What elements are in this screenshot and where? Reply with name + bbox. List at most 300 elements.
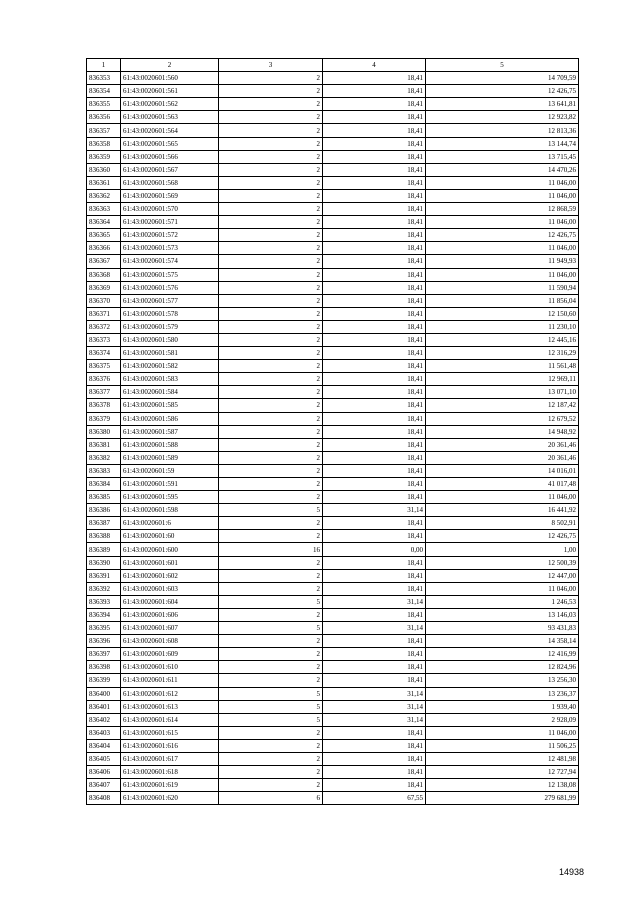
table-cell-col-3: 2 — [219, 478, 323, 491]
table-cell-col-1: 836382 — [87, 451, 121, 464]
table-cell-col-1: 836408 — [87, 792, 121, 805]
table-cell-col-3: 2 — [219, 635, 323, 648]
table-cell-col-2: 61:43:0020601:613 — [121, 700, 219, 713]
table-cell-col-4: 18,41 — [323, 635, 426, 648]
table-cell-col-3: 2 — [219, 203, 323, 216]
table-cell-col-4: 18,41 — [323, 255, 426, 268]
table-cell-col-4: 67,55 — [323, 792, 426, 805]
table-cell-col-1: 836403 — [87, 726, 121, 739]
table-cell-col-1: 836364 — [87, 216, 121, 229]
table-cell-col-5: 13 256,30 — [426, 674, 579, 687]
table-cell-col-3: 2 — [219, 163, 323, 176]
table-cell-col-1: 836396 — [87, 635, 121, 648]
table-cell-col-5: 11 046,00 — [426, 176, 579, 189]
table-row — [87, 360, 579, 373]
table-cell-col-4: 31,14 — [323, 700, 426, 713]
table-row — [87, 687, 579, 700]
table-cell-col-5: 11 046,00 — [426, 491, 579, 504]
table-cell-col-1: 836356 — [87, 111, 121, 124]
table-cell-col-4: 18,41 — [323, 229, 426, 242]
table-cell-col-3: 2 — [219, 347, 323, 360]
table-cell-col-2: 61:43:0020601:576 — [121, 281, 219, 294]
table-cell-col-2: 61:43:0020601:577 — [121, 294, 219, 307]
table-cell-col-4: 18,41 — [323, 517, 426, 530]
table-row — [87, 307, 579, 320]
table-row — [87, 464, 579, 477]
table-cell-col-1: 836372 — [87, 320, 121, 333]
table-cell-col-1: 836366 — [87, 242, 121, 255]
table-cell-col-5: 13 236,37 — [426, 687, 579, 700]
table-cell-col-1: 836369 — [87, 281, 121, 294]
table-cell-col-3: 2 — [219, 268, 323, 281]
column-header-3: 3 — [219, 59, 323, 72]
table-cell-col-4: 18,41 — [323, 451, 426, 464]
table-cell-col-2: 61:43:0020601:589 — [121, 451, 219, 464]
table-cell-col-5: 12 813,36 — [426, 124, 579, 137]
table-cell-col-5: 11 046,00 — [426, 242, 579, 255]
table-cell-col-5: 1 246,53 — [426, 595, 579, 608]
table-cell-col-1: 836388 — [87, 530, 121, 543]
table-cell-col-2: 61:43:0020601:607 — [121, 622, 219, 635]
table-cell-col-4: 18,41 — [323, 412, 426, 425]
table-cell-col-5: 14 470,26 — [426, 163, 579, 176]
table-cell-col-2: 61:43:0020601:581 — [121, 347, 219, 360]
table-cell-col-1: 836358 — [87, 137, 121, 150]
table-cell-col-4: 18,41 — [323, 569, 426, 582]
table-cell-col-4: 18,41 — [323, 648, 426, 661]
table-cell-col-4: 18,41 — [323, 320, 426, 333]
table-cell-col-2: 61:43:0020601:6 — [121, 517, 219, 530]
table-cell-col-5: 11 046,00 — [426, 268, 579, 281]
table-cell-col-3: 5 — [219, 687, 323, 700]
table-cell-col-5: 12 500,39 — [426, 556, 579, 569]
table-row — [87, 216, 579, 229]
table-cell-col-4: 18,41 — [323, 752, 426, 765]
table-cell-col-5: 11 949,93 — [426, 255, 579, 268]
table-row — [87, 203, 579, 216]
table-cell-col-2: 61:43:0020601:578 — [121, 307, 219, 320]
table-cell-col-4: 18,41 — [323, 360, 426, 373]
table-cell-col-3: 2 — [219, 189, 323, 202]
table-cell-col-3: 2 — [219, 98, 323, 111]
table-cell-col-1: 836357 — [87, 124, 121, 137]
table-row — [87, 281, 579, 294]
table-cell-col-2: 61:43:0020601:595 — [121, 491, 219, 504]
table-cell-col-5: 2 928,09 — [426, 713, 579, 726]
table-cell-col-4: 31,14 — [323, 595, 426, 608]
table-cell-col-5: 11 590,94 — [426, 281, 579, 294]
table-cell-col-1: 836368 — [87, 268, 121, 281]
table-cell-col-2: 61:43:0020601:598 — [121, 504, 219, 517]
table-cell-col-5: 12 138,08 — [426, 779, 579, 792]
table-row — [87, 242, 579, 255]
table-cell-col-3: 2 — [219, 425, 323, 438]
table-cell-col-4: 18,41 — [323, 281, 426, 294]
table-cell-col-2: 61:43:0020601:588 — [121, 438, 219, 451]
table-row — [87, 661, 579, 674]
table-cell-col-2: 61:43:0020601:584 — [121, 386, 219, 399]
table-row — [87, 268, 579, 281]
table-cell-col-3: 2 — [219, 556, 323, 569]
table-cell-col-3: 2 — [219, 438, 323, 451]
table-cell-col-3: 2 — [219, 661, 323, 674]
table-cell-col-3: 2 — [219, 281, 323, 294]
table-cell-col-5: 11 046,00 — [426, 726, 579, 739]
table-cell-col-1: 836378 — [87, 399, 121, 412]
table-cell-col-2: 61:43:0020601:585 — [121, 399, 219, 412]
table-cell-col-5: 41 017,48 — [426, 478, 579, 491]
table-cell-col-3: 5 — [219, 622, 323, 635]
table-cell-col-1: 836392 — [87, 582, 121, 595]
table-cell-col-3: 2 — [219, 242, 323, 255]
table-row — [87, 229, 579, 242]
table-cell-col-3: 2 — [219, 739, 323, 752]
table-cell-col-5: 14 016,01 — [426, 464, 579, 477]
table-cell-col-5: 11 046,00 — [426, 216, 579, 229]
table-row — [87, 176, 579, 189]
table-cell-col-4: 18,41 — [323, 766, 426, 779]
table-cell-col-2: 61:43:0020601:567 — [121, 163, 219, 176]
table-cell-col-1: 836393 — [87, 595, 121, 608]
table-cell-col-5: 279 681,99 — [426, 792, 579, 805]
table-cell-col-2: 61:43:0020601:586 — [121, 412, 219, 425]
table-cell-col-2: 61:43:0020601:612 — [121, 687, 219, 700]
table-row — [87, 333, 579, 346]
table-row — [87, 635, 579, 648]
table-cell-col-5: 13 146,03 — [426, 608, 579, 621]
column-header-5: 5 — [426, 59, 579, 72]
table-cell-col-4: 18,41 — [323, 85, 426, 98]
table-cell-col-2: 61:43:0020601:614 — [121, 713, 219, 726]
table-row — [87, 124, 579, 137]
table-cell-col-3: 2 — [219, 582, 323, 595]
table-row — [87, 347, 579, 360]
table-cell-col-5: 16 441,92 — [426, 504, 579, 517]
table-cell-col-4: 18,41 — [323, 739, 426, 752]
table-cell-col-2: 61:43:0020601:563 — [121, 111, 219, 124]
table-cell-col-3: 5 — [219, 504, 323, 517]
table-cell-col-5: 12 679,52 — [426, 412, 579, 425]
table-cell-col-1: 836390 — [87, 556, 121, 569]
table-header-row — [87, 59, 579, 72]
column-header-1: 1 — [87, 59, 121, 72]
table-cell-col-1: 836395 — [87, 622, 121, 635]
table-cell-col-4: 18,41 — [323, 189, 426, 202]
table-cell-col-4: 31,14 — [323, 713, 426, 726]
table-cell-col-4: 18,41 — [323, 216, 426, 229]
table-cell-col-1: 836370 — [87, 294, 121, 307]
table-cell-col-1: 836399 — [87, 674, 121, 687]
table-cell-col-4: 18,41 — [323, 661, 426, 674]
table-row — [87, 792, 579, 805]
table-row — [87, 320, 579, 333]
table-cell-col-4: 31,14 — [323, 504, 426, 517]
table-cell-col-1: 836406 — [87, 766, 121, 779]
table-row — [87, 412, 579, 425]
table-cell-col-2: 61:43:0020601:566 — [121, 150, 219, 163]
table-cell-col-4: 18,41 — [323, 150, 426, 163]
table-cell-col-2: 61:43:0020601:570 — [121, 203, 219, 216]
table-cell-col-4: 18,41 — [323, 582, 426, 595]
table-cell-col-5: 13 144,74 — [426, 137, 579, 150]
table-cell-col-3: 2 — [219, 333, 323, 346]
table-cell-col-1: 836375 — [87, 360, 121, 373]
table-cell-col-4: 18,41 — [323, 72, 426, 85]
table-cell-col-5: 13 071,10 — [426, 386, 579, 399]
table-cell-col-3: 2 — [219, 294, 323, 307]
table-cell-col-4: 18,41 — [323, 203, 426, 216]
table-cell-col-1: 836401 — [87, 700, 121, 713]
table-cell-col-1: 836362 — [87, 189, 121, 202]
table-cell-col-4: 18,41 — [323, 307, 426, 320]
table-row — [87, 766, 579, 779]
table-cell-col-2: 61:43:0020601:591 — [121, 478, 219, 491]
table-cell-col-4: 18,41 — [323, 464, 426, 477]
table-cell-col-3: 2 — [219, 124, 323, 137]
table-cell-col-5: 12 187,42 — [426, 399, 579, 412]
column-header-4: 4 — [323, 59, 426, 72]
table-cell-col-5: 12 445,16 — [426, 333, 579, 346]
table-row — [87, 556, 579, 569]
table-cell-col-5: 11 046,00 — [426, 189, 579, 202]
table-cell-col-4: 31,14 — [323, 687, 426, 700]
table-row — [87, 504, 579, 517]
table-cell-col-4: 18,41 — [323, 333, 426, 346]
table-cell-col-4: 18,41 — [323, 137, 426, 150]
table-row — [87, 425, 579, 438]
table-cell-col-2: 61:43:0020601:60 — [121, 530, 219, 543]
table-body — [87, 72, 579, 805]
table-cell-col-4: 18,41 — [323, 530, 426, 543]
table-cell-col-2: 61:43:0020601:562 — [121, 98, 219, 111]
table-row — [87, 85, 579, 98]
table-cell-col-2: 61:43:0020601:571 — [121, 216, 219, 229]
table-cell-col-4: 18,41 — [323, 386, 426, 399]
table-cell-col-5: 11 230,10 — [426, 320, 579, 333]
table-row — [87, 438, 579, 451]
table-cell-col-1: 836404 — [87, 739, 121, 752]
table-cell-col-2: 61:43:0020601:565 — [121, 137, 219, 150]
table-cell-col-2: 61:43:0020601:610 — [121, 661, 219, 674]
table-cell-col-4: 18,41 — [323, 98, 426, 111]
table-row — [87, 98, 579, 111]
table-cell-col-3: 5 — [219, 595, 323, 608]
table-cell-col-2: 61:43:0020601:604 — [121, 595, 219, 608]
table-cell-col-1: 836385 — [87, 491, 121, 504]
table-row — [87, 569, 579, 582]
table-cell-col-2: 61:43:0020601:618 — [121, 766, 219, 779]
table-cell-col-2: 61:43:0020601:564 — [121, 124, 219, 137]
table-cell-col-1: 836391 — [87, 569, 121, 582]
table-cell-col-2: 61:43:0020601:617 — [121, 752, 219, 765]
table-cell-col-5: 12 316,29 — [426, 347, 579, 360]
table-cell-col-4: 18,41 — [323, 347, 426, 360]
table-cell-col-5: 12 868,59 — [426, 203, 579, 216]
table-cell-col-2: 61:43:0020601:574 — [121, 255, 219, 268]
table-cell-col-5: 1,00 — [426, 543, 579, 556]
table-cell-col-3: 2 — [219, 255, 323, 268]
table-row — [87, 779, 579, 792]
table-cell-col-4: 18,41 — [323, 556, 426, 569]
table-row — [87, 582, 579, 595]
table-row — [87, 739, 579, 752]
table-cell-col-1: 836387 — [87, 517, 121, 530]
table-row — [87, 608, 579, 621]
table-cell-col-5: 11 561,48 — [426, 360, 579, 373]
table-cell-col-3: 16 — [219, 543, 323, 556]
data-table — [86, 58, 579, 805]
table-cell-col-3: 2 — [219, 412, 323, 425]
table-cell-col-2: 61:43:0020601:601 — [121, 556, 219, 569]
page-number: 14938 — [558, 867, 584, 877]
table-cell-col-3: 2 — [219, 569, 323, 582]
table-row — [87, 386, 579, 399]
table-cell-col-2: 61:43:0020601:582 — [121, 360, 219, 373]
table-cell-col-4: 18,41 — [323, 726, 426, 739]
table-cell-col-3: 2 — [219, 752, 323, 765]
table-cell-col-2: 61:43:0020601:602 — [121, 569, 219, 582]
table-cell-col-3: 2 — [219, 491, 323, 504]
table-cell-col-5: 12 923,82 — [426, 111, 579, 124]
table-cell-col-2: 61:43:0020601:620 — [121, 792, 219, 805]
table-cell-col-4: 18,41 — [323, 478, 426, 491]
table-cell-col-4: 0,00 — [323, 543, 426, 556]
table-cell-col-5: 8 502,91 — [426, 517, 579, 530]
table-cell-col-5: 20 361,46 — [426, 438, 579, 451]
table-cell-col-2: 61:43:0020601:572 — [121, 229, 219, 242]
table-cell-col-1: 836398 — [87, 661, 121, 674]
table-cell-col-3: 2 — [219, 779, 323, 792]
table-cell-col-5: 14 709,59 — [426, 72, 579, 85]
table-cell-col-2: 61:43:0020601:606 — [121, 608, 219, 621]
table-cell-col-5: 93 431,83 — [426, 622, 579, 635]
table-cell-col-3: 6 — [219, 792, 323, 805]
table-row — [87, 72, 579, 85]
table-cell-col-5: 12 426,75 — [426, 85, 579, 98]
table-cell-col-4: 18,41 — [323, 268, 426, 281]
table-row — [87, 648, 579, 661]
table-cell-col-5: 12 824,96 — [426, 661, 579, 674]
table-cell-col-1: 836354 — [87, 85, 121, 98]
table-cell-col-5: 13 641,81 — [426, 98, 579, 111]
table-row — [87, 726, 579, 739]
table-cell-col-1: 836361 — [87, 176, 121, 189]
table-cell-col-2: 61:43:0020601:587 — [121, 425, 219, 438]
table-cell-col-5: 12 969,11 — [426, 373, 579, 386]
table-cell-col-2: 61:43:0020601:609 — [121, 648, 219, 661]
table-row — [87, 478, 579, 491]
table-cell-col-1: 836407 — [87, 779, 121, 792]
table-cell-col-5: 12 426,75 — [426, 530, 579, 543]
table-cell-col-5: 12 481,98 — [426, 752, 579, 765]
table-cell-col-3: 2 — [219, 726, 323, 739]
table-cell-col-1: 836360 — [87, 163, 121, 176]
table-cell-col-1: 836371 — [87, 307, 121, 320]
table-row — [87, 543, 579, 556]
table-cell-col-1: 836394 — [87, 608, 121, 621]
table-cell-col-2: 61:43:0020601:59 — [121, 464, 219, 477]
table-cell-col-1: 836380 — [87, 425, 121, 438]
table-cell-col-2: 61:43:0020601:575 — [121, 268, 219, 281]
table-cell-col-2: 61:43:0020601:615 — [121, 726, 219, 739]
table-cell-col-4: 18,41 — [323, 111, 426, 124]
table-row — [87, 451, 579, 464]
table-cell-col-4: 18,41 — [323, 608, 426, 621]
table-row — [87, 491, 579, 504]
table-cell-col-2: 61:43:0020601:573 — [121, 242, 219, 255]
table-cell-col-5: 11 506,25 — [426, 739, 579, 752]
table-cell-col-3: 2 — [219, 360, 323, 373]
table-cell-col-3: 2 — [219, 530, 323, 543]
table-row — [87, 255, 579, 268]
table-cell-col-5: 12 727,94 — [426, 766, 579, 779]
table-row — [87, 399, 579, 412]
table-row — [87, 713, 579, 726]
table-cell-col-2: 61:43:0020601:561 — [121, 85, 219, 98]
table-cell-col-3: 2 — [219, 320, 323, 333]
table-cell-col-2: 61:43:0020601:560 — [121, 72, 219, 85]
table-cell-col-5: 20 361,46 — [426, 451, 579, 464]
table-cell-col-3: 2 — [219, 517, 323, 530]
table-cell-col-1: 836365 — [87, 229, 121, 242]
table-cell-col-3: 2 — [219, 674, 323, 687]
table-cell-col-2: 61:43:0020601:619 — [121, 779, 219, 792]
table-cell-col-5: 13 715,45 — [426, 150, 579, 163]
table-cell-col-1: 836381 — [87, 438, 121, 451]
table-row — [87, 294, 579, 307]
table-cell-col-2: 61:43:0020601:616 — [121, 739, 219, 752]
table-cell-col-3: 2 — [219, 85, 323, 98]
table-row — [87, 622, 579, 635]
table-cell-col-4: 18,41 — [323, 779, 426, 792]
table-cell-col-4: 18,41 — [323, 438, 426, 451]
table-cell-col-1: 836386 — [87, 504, 121, 517]
table-cell-col-4: 18,41 — [323, 399, 426, 412]
table-row — [87, 163, 579, 176]
table-cell-col-2: 61:43:0020601:603 — [121, 582, 219, 595]
table-cell-col-4: 18,41 — [323, 163, 426, 176]
table-cell-col-1: 836355 — [87, 98, 121, 111]
table-cell-col-4: 31,14 — [323, 622, 426, 635]
table-cell-col-5: 14 358,14 — [426, 635, 579, 648]
table-cell-col-3: 2 — [219, 176, 323, 189]
table-cell-col-1: 836389 — [87, 543, 121, 556]
table-cell-col-3: 2 — [219, 229, 323, 242]
table-cell-col-3: 2 — [219, 451, 323, 464]
table-row — [87, 517, 579, 530]
table-cell-col-2: 61:43:0020601:568 — [121, 176, 219, 189]
table-cell-col-3: 2 — [219, 216, 323, 229]
table-cell-col-4: 18,41 — [323, 674, 426, 687]
table-cell-col-2: 61:43:0020601:579 — [121, 320, 219, 333]
table-cell-col-3: 2 — [219, 137, 323, 150]
table-row — [87, 137, 579, 150]
table-cell-col-1: 836383 — [87, 464, 121, 477]
table-cell-col-1: 836359 — [87, 150, 121, 163]
table-cell-col-2: 61:43:0020601:580 — [121, 333, 219, 346]
table-cell-col-5: 11 046,00 — [426, 582, 579, 595]
table-cell-col-1: 836374 — [87, 347, 121, 360]
table-cell-col-4: 18,41 — [323, 373, 426, 386]
table-cell-col-1: 836405 — [87, 752, 121, 765]
table-cell-col-3: 2 — [219, 386, 323, 399]
table-row — [87, 674, 579, 687]
table-cell-col-4: 18,41 — [323, 176, 426, 189]
table-row — [87, 595, 579, 608]
table-row — [87, 189, 579, 202]
table-cell-col-4: 18,41 — [323, 491, 426, 504]
table-cell-col-4: 18,41 — [323, 242, 426, 255]
